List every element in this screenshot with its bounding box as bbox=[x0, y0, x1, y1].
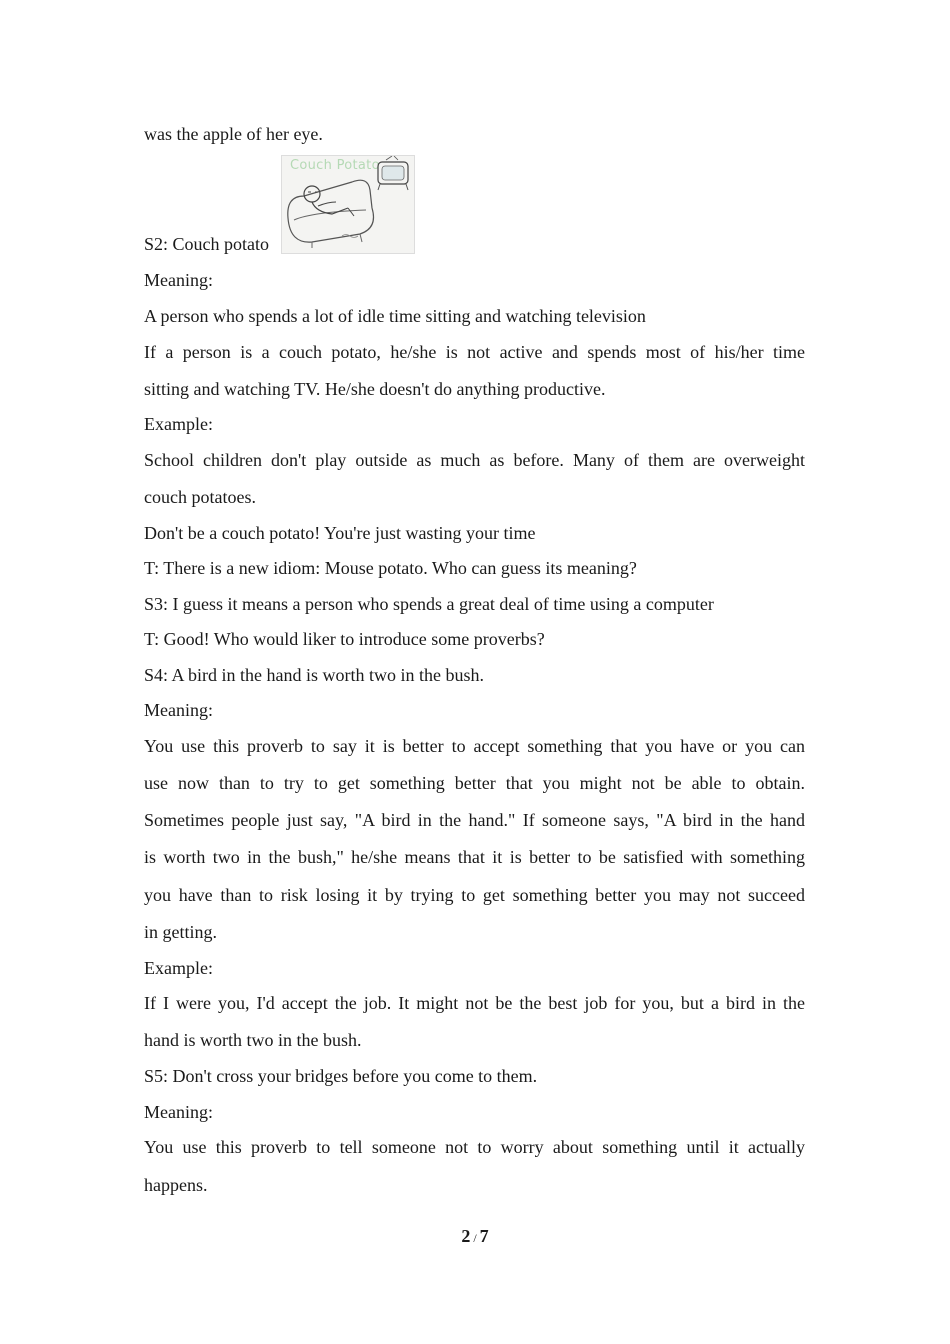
text-line: sitting and watching TV. He/she doesn't do anything productive. bbox=[144, 379, 606, 399]
text-line: If a person is a couch potato, he/she is not active and spends most of his/her time bbox=[144, 342, 805, 362]
text-line: School children don't play outside as much as before. Many of them are overweight bbox=[144, 450, 805, 470]
total-pages: 7 bbox=[479, 1226, 489, 1246]
text-line: S5: Don't cross your bridges before you come to them. bbox=[144, 1066, 538, 1086]
text-line: is worth two in the bush," he/she means that it is better to be satisfied with something bbox=[144, 847, 805, 867]
text-line: You use this proverb to say it is better to accept something that you have or you can bbox=[144, 736, 805, 756]
page-number bbox=[0, 1226, 950, 1247]
text-line: hand is worth two in the bush. bbox=[144, 1030, 362, 1050]
text-line: in getting. bbox=[144, 922, 217, 942]
text-line: A person who spends a lot of idle time sitting and watching television bbox=[144, 306, 646, 326]
text-line: Meaning: bbox=[144, 270, 213, 290]
text-line: Meaning: bbox=[144, 1102, 213, 1122]
text-line: T: Good! Who would liker to introduce some proverbs? bbox=[144, 629, 545, 649]
text-line: Example: bbox=[144, 414, 213, 434]
text-line: T: There is a new idiom: Mouse potato. Who can guess its meaning? bbox=[144, 558, 637, 578]
text-line: S3: I guess it means a person who spends a great deal of time using a computer bbox=[144, 594, 714, 614]
page-separator: / bbox=[473, 1231, 477, 1245]
text-line: Example: bbox=[144, 958, 213, 978]
text-line: was the apple of her eye. bbox=[144, 124, 323, 144]
text-line: Sometimes people just say, "A bird in the hand." If someone says, "A bird in the hand bbox=[144, 810, 805, 830]
couch-potato-illustration bbox=[281, 155, 415, 254]
couch-potato-icon bbox=[282, 156, 414, 253]
text-line: S4: A bird in the hand is worth two in the bush. bbox=[144, 665, 484, 685]
text-line: Meaning: bbox=[144, 700, 213, 720]
current-page: 2 bbox=[461, 1226, 471, 1246]
text-line: You use this proverb to tell someone not to worry about something until it actually bbox=[144, 1137, 805, 1157]
text-line: couch potatoes. bbox=[144, 487, 256, 507]
text-line: Don't be a couch potato! You're just wasting your time bbox=[144, 523, 536, 543]
text-line: happens. bbox=[144, 1175, 208, 1195]
text-line: If I were you, I'd accept the job. It might not be the best job for you, but a bird in the bbox=[144, 993, 805, 1013]
text-line: S2: Couch potato bbox=[144, 234, 269, 254]
text-line: use now than to try to get something better that you might not be able to obtain. bbox=[144, 773, 805, 793]
illustration-caption: Couch Potato bbox=[290, 158, 380, 173]
text-line: you have than to risk losing it by trying to get something better you may not succeed bbox=[144, 885, 805, 905]
